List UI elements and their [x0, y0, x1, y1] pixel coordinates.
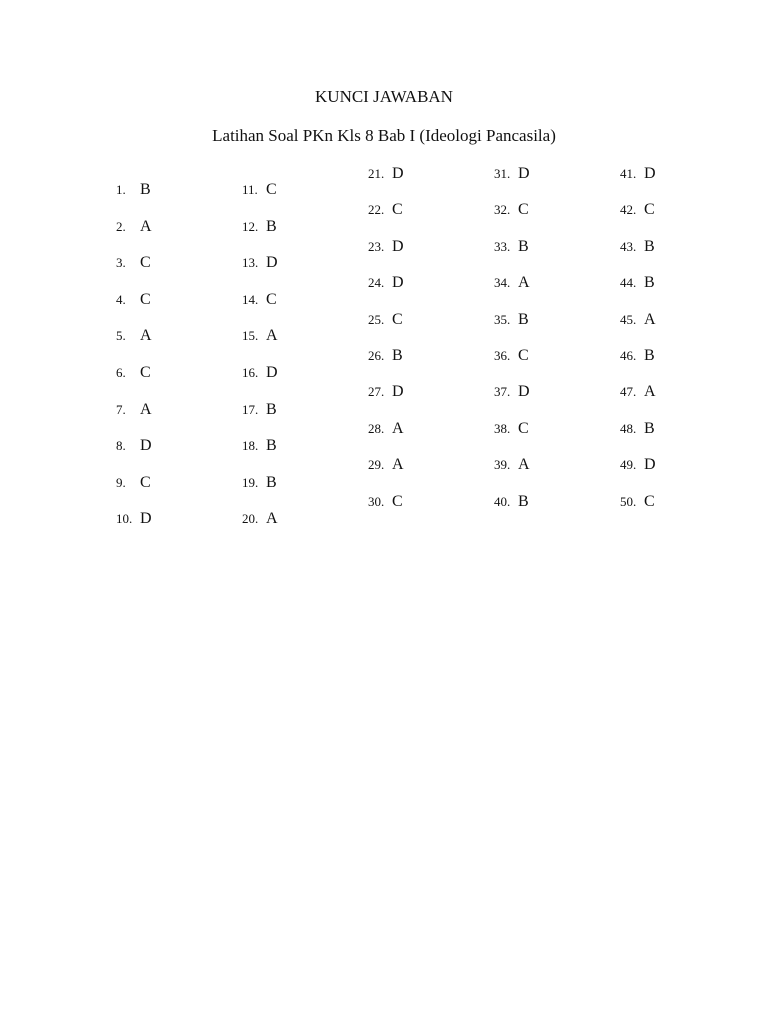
- answer-letter: C: [140, 364, 151, 381]
- question-number: 27.: [368, 384, 385, 400]
- answer-item: [242, 290, 277, 310]
- answer-item: [620, 200, 655, 220]
- answer-item: [620, 273, 655, 293]
- answer-item: [368, 455, 404, 475]
- answer-item: [116, 253, 151, 273]
- answer-letter: A: [266, 327, 278, 345]
- question-number: 12.: [242, 218, 259, 234]
- answer-letter: B: [644, 419, 655, 437]
- question-number: 32.: [494, 202, 511, 218]
- answer-item: [116, 290, 151, 310]
- answer-letter: B: [392, 347, 403, 364]
- question-number: 42.: [620, 202, 637, 218]
- answer-item: [242, 509, 278, 529]
- answer-letter: B: [518, 237, 529, 255]
- answer-letter: D: [518, 165, 530, 182]
- answer-letter: D: [644, 456, 656, 474]
- question-number: 4.: [116, 291, 126, 307]
- answer-item: [620, 346, 655, 366]
- answer-item: [368, 273, 404, 293]
- question-number: 10.: [116, 511, 133, 527]
- answer-letter: A: [140, 327, 152, 345]
- answer-item: [242, 217, 277, 237]
- answer-letter: D: [140, 437, 152, 455]
- answer-item: [242, 326, 278, 346]
- question-number: 16.: [242, 365, 259, 380]
- answer-letter: B: [140, 181, 151, 198]
- question-number: 35.: [494, 311, 511, 327]
- answer-item: [620, 164, 656, 184]
- answer-letter: C: [140, 254, 151, 272]
- answer-letter: A: [140, 400, 152, 418]
- answer-item: [620, 492, 655, 512]
- answer-letter: B: [518, 492, 529, 510]
- question-number: 18.: [242, 438, 259, 454]
- question-number: 1.: [116, 182, 126, 197]
- answer-item: [242, 363, 278, 383]
- question-number: 31.: [494, 166, 511, 181]
- answer-item: [494, 382, 530, 402]
- answer-item: [494, 492, 529, 512]
- answer-item: [116, 363, 151, 383]
- answer-item: [116, 436, 152, 456]
- answer-letter: D: [644, 165, 656, 182]
- answer-item: [368, 346, 403, 366]
- answer-item: [368, 237, 404, 257]
- answer-letter: C: [140, 473, 151, 491]
- answer-item: [116, 326, 152, 346]
- question-number: 37.: [494, 384, 511, 400]
- question-number: 21.: [368, 166, 385, 181]
- answer-letter: B: [644, 347, 655, 364]
- question-number: 24.: [368, 275, 385, 291]
- answer-item: [242, 436, 277, 456]
- answer-letter: C: [140, 290, 151, 308]
- question-number: 44.: [620, 275, 637, 291]
- question-number: 11.: [242, 182, 258, 197]
- answer-letter: D: [266, 254, 278, 272]
- answer-letter: C: [644, 201, 655, 219]
- page-title: KUNCI JAWABAN: [315, 87, 453, 106]
- answer-item: [494, 164, 530, 184]
- answer-item: [242, 180, 277, 200]
- answer-letter: A: [392, 456, 404, 474]
- answer-letter: A: [266, 510, 278, 528]
- answer-item: [368, 164, 404, 184]
- answer-letter: B: [266, 400, 277, 418]
- question-number: 7.: [116, 401, 126, 417]
- answer-letter: B: [266, 217, 277, 235]
- question-number: 46.: [620, 348, 637, 363]
- answer-item: [368, 382, 404, 402]
- question-number: 13.: [242, 255, 259, 271]
- answer-item: [494, 200, 529, 220]
- answer-letter: D: [392, 383, 404, 401]
- question-number: 36.: [494, 348, 511, 363]
- answer-letter: A: [644, 310, 656, 328]
- answer-item: [620, 237, 655, 257]
- question-number: 50.: [620, 493, 637, 509]
- answer-letter: C: [518, 347, 529, 364]
- answer-letter: B: [518, 310, 529, 328]
- answer-item: [368, 310, 403, 330]
- answer-item: [494, 455, 530, 475]
- question-number: 41.: [620, 166, 637, 181]
- answer-letter: A: [644, 383, 656, 401]
- question-number: 9.: [116, 474, 126, 490]
- answer-item: [116, 217, 152, 237]
- question-number: 29.: [368, 457, 385, 473]
- question-number: 49.: [620, 457, 637, 473]
- answer-letter: C: [266, 181, 277, 198]
- answer-letter: C: [392, 492, 403, 510]
- answer-letter: A: [518, 274, 530, 292]
- question-number: 19.: [242, 474, 259, 490]
- question-number: 2.: [116, 218, 126, 234]
- answer-letter: C: [644, 492, 655, 510]
- answer-letter: C: [392, 201, 403, 219]
- answer-letter: D: [266, 364, 278, 381]
- answer-item: [494, 310, 529, 330]
- question-number: 20.: [242, 511, 259, 527]
- question-number: 40.: [494, 493, 511, 509]
- answer-item: [620, 310, 656, 330]
- question-number: 5.: [116, 328, 126, 344]
- answer-item: [242, 473, 277, 493]
- question-number: 6.: [116, 365, 126, 380]
- answer-letter: C: [392, 310, 403, 328]
- answer-letter: A: [140, 217, 152, 235]
- question-number: 25.: [368, 311, 385, 327]
- answer-item: [242, 400, 277, 420]
- answer-letter: B: [644, 237, 655, 255]
- answer-letter: D: [518, 383, 530, 401]
- answer-item: [620, 455, 656, 475]
- answer-item: [620, 382, 656, 402]
- question-number: 23.: [368, 238, 385, 254]
- answer-letter: D: [392, 165, 404, 182]
- answer-item: [494, 346, 529, 366]
- answer-letter: C: [266, 290, 277, 308]
- answer-item: [116, 509, 152, 529]
- answer-item: [116, 473, 151, 493]
- question-number: 43.: [620, 238, 637, 254]
- answer-letter: A: [518, 456, 530, 474]
- answer-letter: B: [266, 473, 277, 491]
- answer-letter: A: [392, 419, 404, 437]
- answer-item: [116, 180, 151, 200]
- question-number: 3.: [116, 255, 126, 271]
- answer-letter: D: [140, 510, 152, 528]
- answer-letter: C: [518, 201, 529, 219]
- page-subtitle: Latihan Soal PKn Kls 8 Bab I (Ideologi Pancasila): [212, 126, 556, 145]
- answer-item: [368, 200, 403, 220]
- question-number: 47.: [620, 384, 637, 400]
- question-number: 28.: [368, 420, 385, 436]
- answer-item: [494, 419, 529, 439]
- question-number: 45.: [620, 311, 637, 327]
- answer-item: [494, 237, 529, 257]
- answer-item: [368, 492, 403, 512]
- answer-item: [494, 273, 530, 293]
- answer-item: [368, 419, 404, 439]
- question-number: 38.: [494, 420, 511, 436]
- question-number: 17.: [242, 401, 259, 417]
- question-number: 26.: [368, 348, 385, 363]
- question-number: 34.: [494, 275, 511, 291]
- answer-item: [620, 419, 655, 439]
- question-number: 30.: [368, 493, 385, 509]
- question-number: 33.: [494, 238, 511, 254]
- question-number: 14.: [242, 291, 259, 307]
- answer-letter: D: [392, 237, 404, 255]
- answer-letter: C: [518, 419, 529, 437]
- answer-item: [116, 400, 152, 420]
- question-number: 48.: [620, 420, 637, 436]
- answer-letter: B: [644, 274, 655, 292]
- question-number: 39.: [494, 457, 511, 473]
- answer-letter: B: [266, 437, 277, 455]
- answer-item: [242, 253, 278, 273]
- question-number: 15.: [242, 328, 259, 344]
- question-number: 22.: [368, 202, 385, 218]
- question-number: 8.: [116, 438, 126, 454]
- answer-letter: D: [392, 274, 404, 292]
